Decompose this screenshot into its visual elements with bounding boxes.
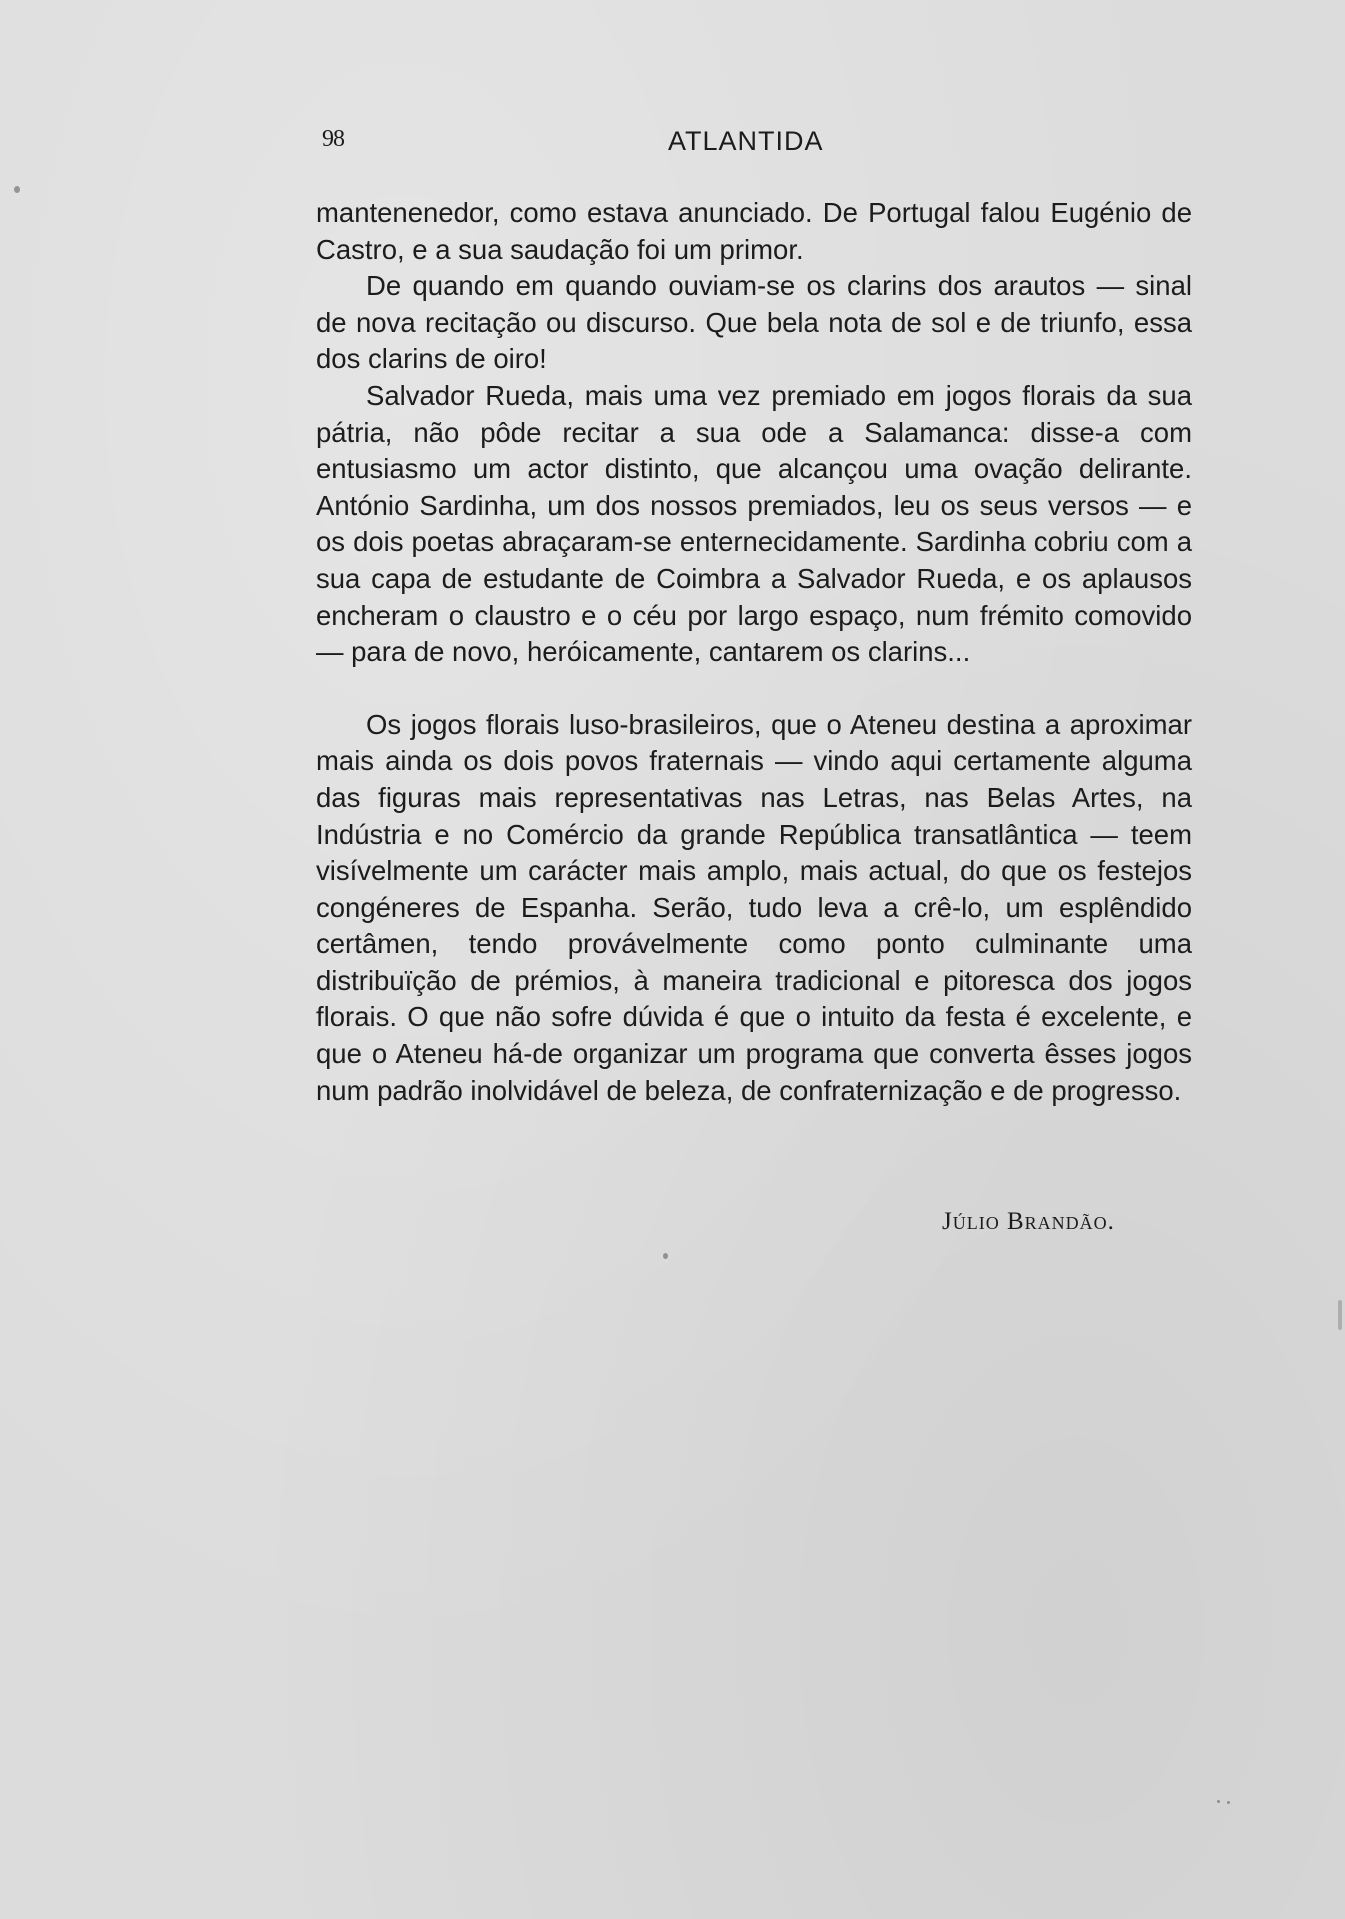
scan-speck bbox=[1217, 1800, 1220, 1803]
running-title: ATLANTIDA bbox=[668, 126, 824, 156]
paragraph-3: Salvador Rueda, mais uma vez premiado em jogos florais da sua pátria, não pôde recitar a sua ode a Salamanca: disse-a com entusiasmo um actor distinto, que alcançou uma ovação delirante. António Sardinha, um dos nossos premiados, leu os seus versos — e os dois poetas abraçaram-se enternecidamente. Sardinha cobriu com a sua capa de estudante de Coimbra a Salvador Rueda, e os aplausos encheram o claustro e o céu por largo espaço, num frémito comovido — para de novo, heróicamente, cantarem os clarins... bbox=[316, 379, 1192, 668]
author-signature: Júlio Brandão. bbox=[942, 1208, 1115, 1235]
paragraph-1: mantenenedor, como estava anunciado. De Portugal falou Eugénio de Castro, e a sua saudação foi um primor. bbox=[316, 197, 1192, 265]
scan-speck bbox=[14, 186, 20, 193]
paragraph-4: Os jogos florais luso-brasileiros, que o Ateneu destina a aproximar mais ainda os dois povos fraternais — vindo aqui certamente alguma das figuras mais representativas nas Letras, nas Belas Artes, na Indústria e no Comércio da grande República transatlântica — teem visívelmente um carácter mais amplo, mais actual, do que os festejos congéneres de Espanha. Serão, tudo leva a crê-lo, um esplêndido certâmen, tendo provávelmente como ponto culminante uma distribuïção de prémios, à maneira tradicional e pitoresca dos jogos florais. O que não sofre dúvida é que o intuito da festa é excelente, e que o Ateneu há-de organizar um programa que converta êsses jogos num padrão inolvidável de beleza, de confraternização e de progresso. bbox=[316, 708, 1192, 1106]
page-number: 98 bbox=[322, 126, 344, 152]
scan-speck bbox=[663, 1253, 668, 1259]
scan-speck bbox=[1227, 1801, 1230, 1804]
article-text bbox=[316, 195, 1192, 1109]
paragraph-2: De quando em quando ouviam-se os clarins dos arautos — sinal de nova recitação ou discurso. Que bela nota de sol e de triunfo, essa dos clarins de oiro! bbox=[316, 270, 1192, 375]
scan-speck bbox=[1338, 1300, 1342, 1330]
running-head bbox=[316, 124, 1196, 160]
